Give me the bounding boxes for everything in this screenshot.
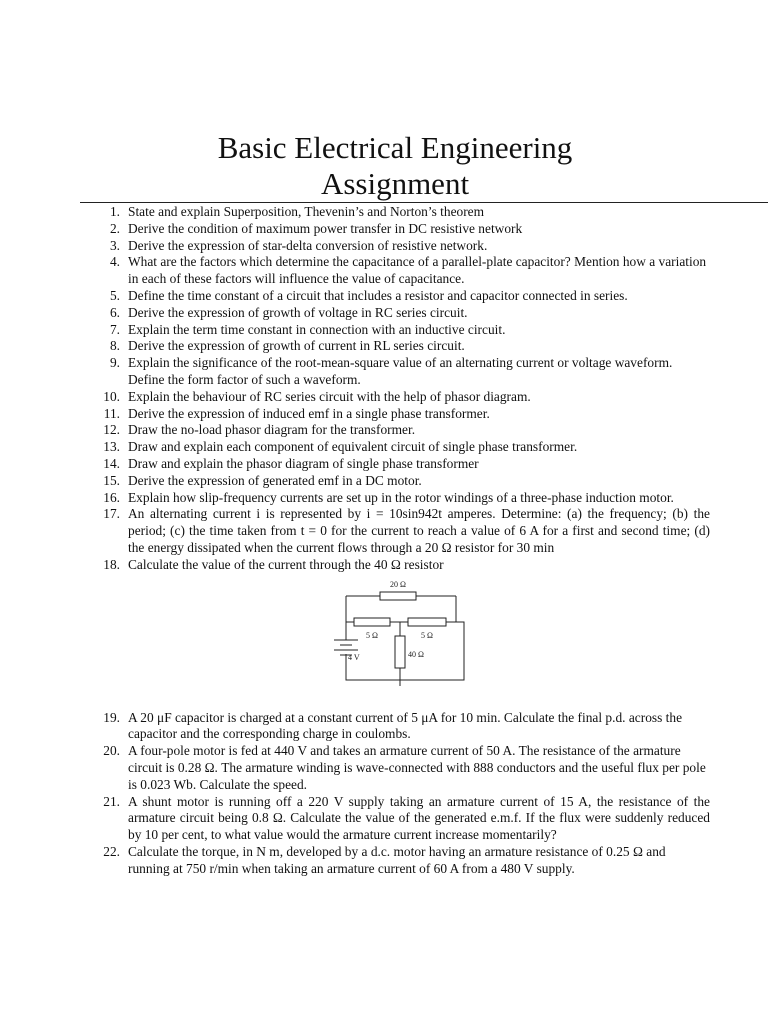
circuit-schematic [318,574,478,704]
question-text: Derive the expression of induced emf in a single phase transformer. [128,405,490,421]
circuit-diagram [0,574,768,710]
question-text: Explain the term time constant in connection with an inductive circuit. [128,321,506,337]
question-text: Derive the expression of generated emf in a DC motor. [128,472,422,488]
question-item [0,221,768,238]
question-number: 12. [103,422,120,438]
question-text: Draw the no-load phasor diagram for the transformer. [128,422,416,438]
question-item [0,389,768,406]
question-item [0,238,768,255]
question-text: What are the factors which determine the capacitance of a parallel-plate capacitor? Mention how a variation in each of these factors will influence the value of capacitance. [128,254,707,287]
question-number: 10. [103,388,120,404]
question-text: A shunt motor is running off a 220 V supply taking an armature current of 15 A, the resistance of the armature circuit being 0.8 Ω. Calculate the value of the generated e.m.f. If the flux were suddenly reduced by 10 per cent, to what value would the armature current increase momentarily? [128,793,710,843]
question-list [0,204,768,878]
document-title [0,130,768,202]
question-item [0,439,768,456]
question-number: 9. [109,355,120,371]
question-number: 20. [103,743,120,759]
question-item [0,338,768,355]
question-text: Derive the expression of star-delta conversion of resistive network. [128,237,488,253]
question-number: 13. [103,439,120,455]
question-text: Calculate the torque, in N m, developed by a d.c. motor having an armature resistance of 0.25 Ω and running at 750 r/min when taking an armature current of 60 A from a 480 V supply. [128,843,666,876]
question-item [0,288,768,305]
wire [346,596,354,622]
question-text: Derive the expression of growth of voltage in RC series circuit. [128,304,468,320]
question-text: State and explain Superposition, Thevenin’s and Norton’s theorem [128,204,485,219]
question-number: 17. [103,506,120,522]
question-item [0,490,768,507]
question-number: 6. [109,304,120,320]
label-4-volt: 4 V [348,652,360,662]
label-5-ohm-right: 5 Ω [421,630,433,640]
question-item [0,254,768,288]
question-item [0,473,768,490]
question-number: 22. [103,843,120,859]
question-text: An alternating current i is represented by i = 10sin942t amperes. Determine: (a) the frequency; (b) the period; (c) the time taken from t = 0 for the current to reach a value of 6 A for a first and second time; (d) the energy dissipated when the current flows through a 20 Ω resistor for 30 min [128,506,710,555]
question-number: 5. [109,287,120,303]
question-item [0,422,768,439]
title-line-1: Basic Electrical Engineering [217,130,573,165]
question-text: Explain how slip-frequency currents are set up in the rotor windings of a three-phase induction motor. [128,489,674,505]
question-text: Calculate the value of the current through the 40 Ω resistor [128,556,444,572]
question-number: 3. [109,237,120,253]
question-item [0,794,768,844]
wire [446,596,456,622]
question-item [0,557,768,574]
question-item [0,456,768,473]
question-number: 1. [109,204,120,219]
question-text: Derive the condition of maximum power transfer in DC resistive network [128,220,523,236]
question-number: 8. [109,338,120,354]
question-text: Derive the expression of growth of current in RL series circuit. [128,338,465,354]
label-40-ohm: 40 Ω [408,649,424,659]
question-number: 15. [103,472,120,488]
question-item [0,355,768,389]
resistor-5-ohm-right [408,618,446,626]
question-item [0,844,768,878]
question-number: 7. [109,321,120,337]
label-5-ohm-left: 5 Ω [366,630,378,640]
question-number: 14. [103,455,120,471]
question-number: 11. [103,405,120,421]
question-text: Explain the behaviour of RC series circuit with the help of phasor diagram. [128,388,531,404]
question-item [0,204,768,221]
question-number: 19. [103,709,120,725]
resistor-5-ohm-left [354,618,390,626]
question-number: 2. [109,220,120,236]
question-text: A four-pole motor is fed at 440 V and takes an armature current of 50 A. The resistance of the armature circuit is 0.28 Ω. The armature winding is wave-connected with 888 conductors and the useful flux per pole is 0.023 Wb. Calculate the speed. [128,743,706,792]
question-item [0,322,768,339]
question-item [0,743,768,793]
title-divider [80,202,768,203]
question-item [0,406,768,423]
question-text: Define the time constant of a circuit that includes a resistor and capacitor connected in series. [128,287,628,303]
question-number: 4. [109,254,120,270]
question-item [0,506,768,556]
question-text: Explain the significance of the root-mean-square value of an alternating current or voltage waveform. Define the form factor of such a waveform. [128,355,673,387]
question-item [0,710,768,744]
resistor-40-ohm [395,636,405,668]
title-line-2: Assignment [320,166,470,201]
question-number: 16. [103,489,120,505]
question-text: A 20 μF capacitor is charged at a constant current of 5 μA for 10 min. Calculate the final p.d. across the capacitor and the corresponding charge in coulombs. [128,709,683,742]
question-text: Draw and explain each component of equivalent circuit of single phase transformer. [128,439,578,455]
question-number: 21. [103,793,120,809]
label-20-ohm: 20 Ω [390,579,406,589]
question-number: 18. [103,556,120,572]
question-item [0,305,768,322]
question-text: Draw and explain the phasor diagram of single phase transformer [128,455,479,471]
resistor-20-ohm [380,592,416,600]
